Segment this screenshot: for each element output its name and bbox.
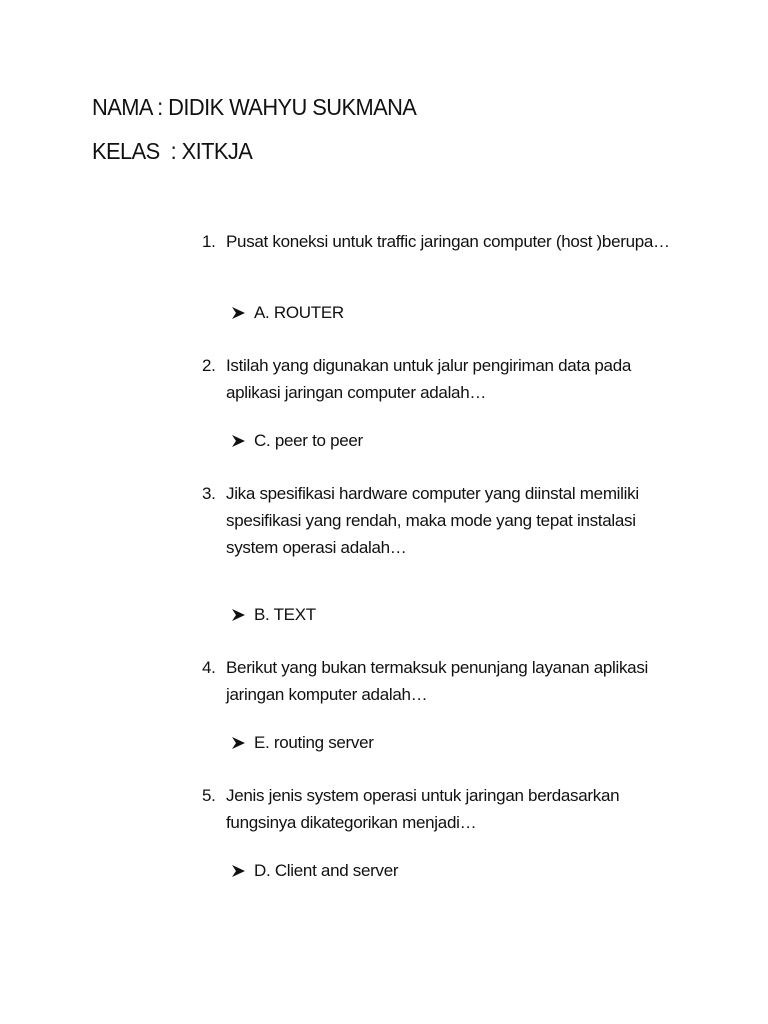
answer-text: B. TEXT — [254, 605, 316, 624]
question-2 — [202, 352, 672, 406]
question-5 — [202, 782, 672, 836]
answer-4 — [231, 731, 374, 755]
arrowhead-bullet-icon — [231, 736, 246, 750]
question-text: Jika spesifikasi hardware computer yang diinstal memiliki spesifikasi yang rendah, maka mode yang tepat instalasi system operasi adalah… — [226, 484, 639, 557]
arrowhead-bullet-icon — [231, 306, 246, 320]
question-number: 2. — [202, 356, 216, 375]
answer-text: C. peer to peer — [254, 431, 363, 450]
question-number: 1. — [202, 232, 216, 251]
answer-5 — [231, 859, 398, 883]
answer-text: E. routing server — [254, 733, 374, 752]
answer-1 — [231, 301, 344, 325]
student-name: NAMA : DIDIK WAHYU SUKMANA — [92, 94, 417, 120]
answer-text: D. Client and server — [254, 861, 399, 880]
student-class: KELAS : XITKJA — [92, 138, 253, 164]
answer-3 — [231, 603, 316, 627]
arrowhead-bullet-icon — [231, 864, 246, 878]
answer-2 — [231, 429, 363, 453]
question-4 — [202, 654, 672, 708]
question-text: Pusat koneksi untuk traffic jaringan computer (host )berupa… — [226, 232, 670, 251]
question-text: Istilah yang digunakan untuk jalur pengiriman data pada aplikasi jaringan computer adalah… — [226, 356, 632, 402]
question-1 — [202, 228, 672, 255]
question-number: 4. — [202, 658, 216, 677]
arrowhead-bullet-icon — [231, 434, 246, 448]
arrowhead-bullet-icon — [231, 608, 246, 622]
question-text: Jenis jenis system operasi untuk jaringan berdasarkan fungsinya dikategorikan menjadi… — [226, 786, 620, 832]
question-number: 5. — [202, 786, 216, 805]
question-3 — [202, 480, 672, 561]
question-number: 3. — [202, 484, 216, 503]
answer-text: A. ROUTER — [254, 303, 344, 322]
question-text: Berikut yang bukan termaksuk penunjang layanan aplikasi jaringan komputer adalah… — [226, 658, 648, 704]
